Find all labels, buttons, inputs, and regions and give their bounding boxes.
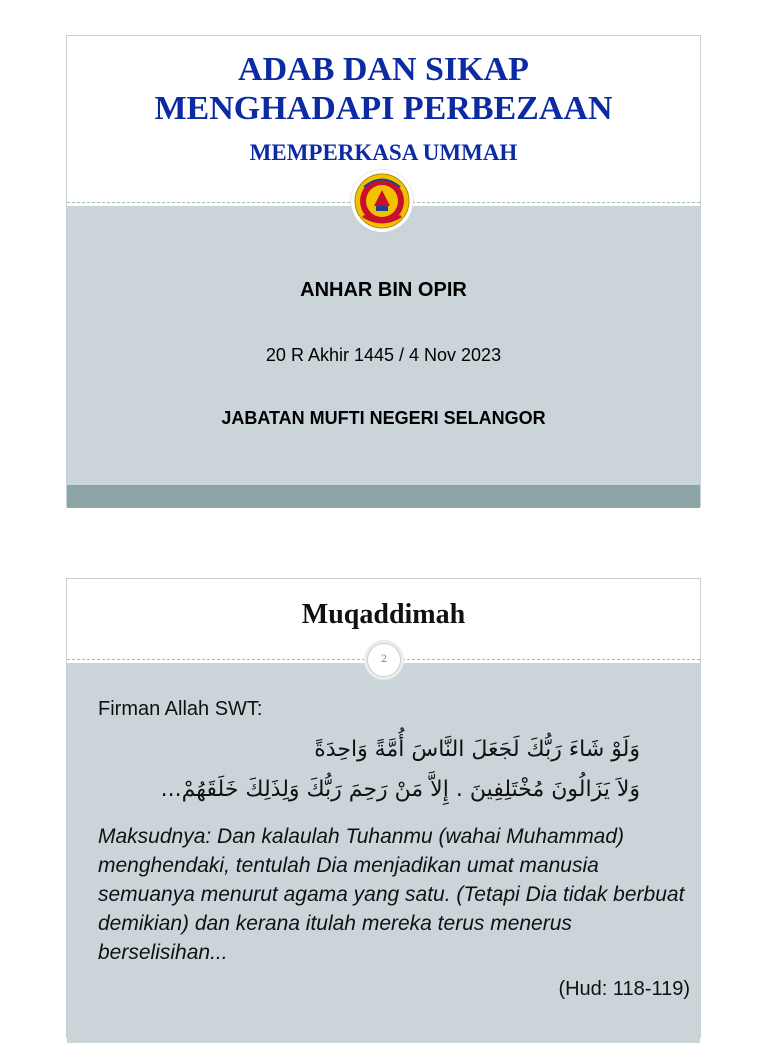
arabic-verse-line-2: وَلاَ يَزَالُونَ مُخْتَلِفِينَ . إِلاَّ مَنْ رَحِمَ رَبُّكَ وَلِذَلِكَ خَلَقَهُمْ... (160, 777, 640, 802)
state-crest-icon (351, 170, 413, 232)
verse-intro: Firman Allah SWT: (98, 698, 263, 720)
slide-muqaddimah (66, 578, 701, 1038)
verse-reference: (Hud: 118-119) (558, 978, 690, 1000)
presentation-date: 20 R Akhir 1445 / 4 Nov 2023 (265, 345, 502, 365)
title-line-1: ADAB DAN SIKAP (238, 51, 529, 88)
page-number: 2 (367, 643, 401, 677)
slide-title-text: Muqaddimah (301, 599, 466, 630)
verse-translation: Maksudnya: Dan kalaulah Tuhanmu (wahai Muhammad) menghendaki, tentulah Dia menjadikan umat manusia semuanya menurut agama yang satu. (Tetapi Dia tidak berbuat demikian) dan kerana itulah mereka terus menerus berselisihan... (98, 825, 685, 964)
presentation-title (67, 50, 700, 128)
arabic-verse-line-1: وَلَوْ شَاءَ رَبُّكَ لَجَعَلَ النَّاسَ أُمَّةً وَاحِدَةً (314, 737, 640, 762)
department-name: JABATAN MUFTI NEGERI SELANGOR (221, 408, 546, 428)
presenter-name: ANHAR BIN OPIR (300, 279, 467, 301)
presentation-subtitle: MEMPERKASA UMMAH (249, 140, 518, 165)
slide-title (66, 35, 701, 507)
accent-bar (67, 485, 700, 508)
title-line-2: MENGHADAPI PERBEZAAN (154, 90, 613, 127)
